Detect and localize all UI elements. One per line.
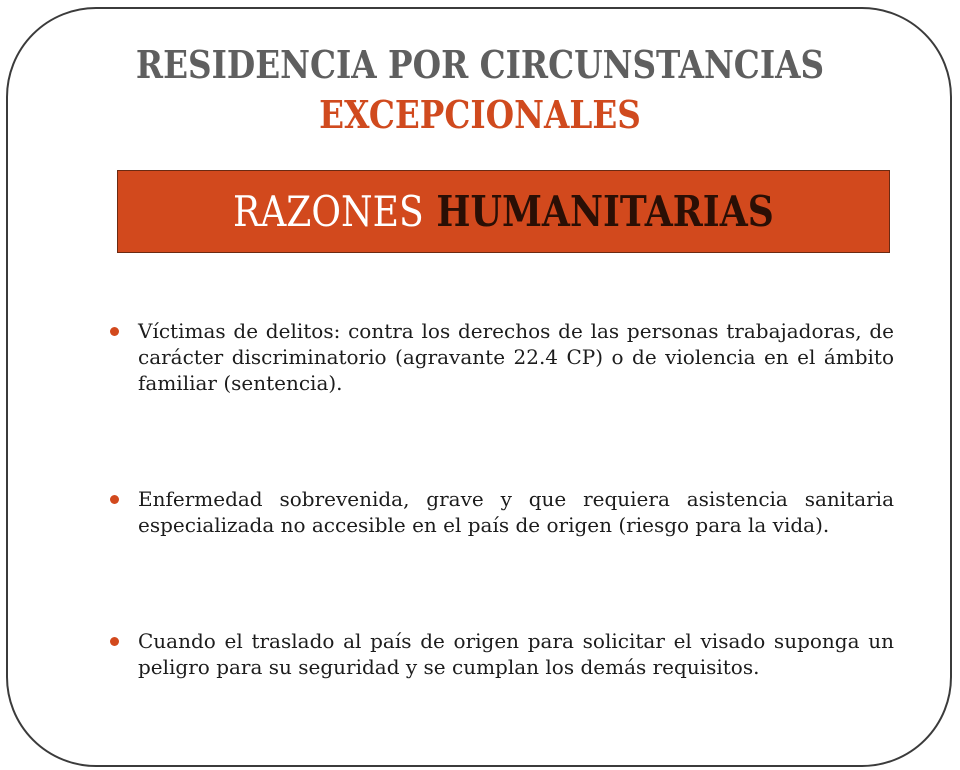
title-line-1: RESIDENCIA POR CIRCUNSTANCIAS — [135, 42, 825, 87]
title-line-2: EXCEPCIONALES — [319, 92, 641, 137]
bullet-dot-icon — [110, 495, 119, 504]
bullet-text: Víctimas de delitos: contra los derechos de las personas trabajadoras, de carácter discriminatorio (agravante 22.4 CP) o de violencia en el ámbito familiar (sentencia). — [138, 319, 894, 395]
bullet-dot-icon — [110, 637, 119, 646]
bullet-item — [110, 318, 894, 396]
bullet-text: Cuando el traslado al país de origen para solicitar el visado suponga un peligro para su seguridad y se cumplan los demás requisitos. — [138, 629, 894, 679]
bullet-dot-icon — [110, 327, 119, 336]
bullet-text: Enfermedad sobrevenida, grave y que requiera asistencia sanitaria especializada no accesible en el país de origen (riesgo para la vida). — [138, 487, 894, 537]
section-banner — [117, 170, 890, 253]
bullet-item — [110, 628, 894, 680]
bullet-list — [110, 318, 894, 770]
banner-word-1: RAZONES — [233, 187, 424, 236]
banner-text — [233, 187, 774, 236]
bullet-item — [110, 486, 894, 538]
slide-title — [67, 40, 893, 140]
banner-word-2: HUMANITARIAS — [436, 187, 774, 236]
